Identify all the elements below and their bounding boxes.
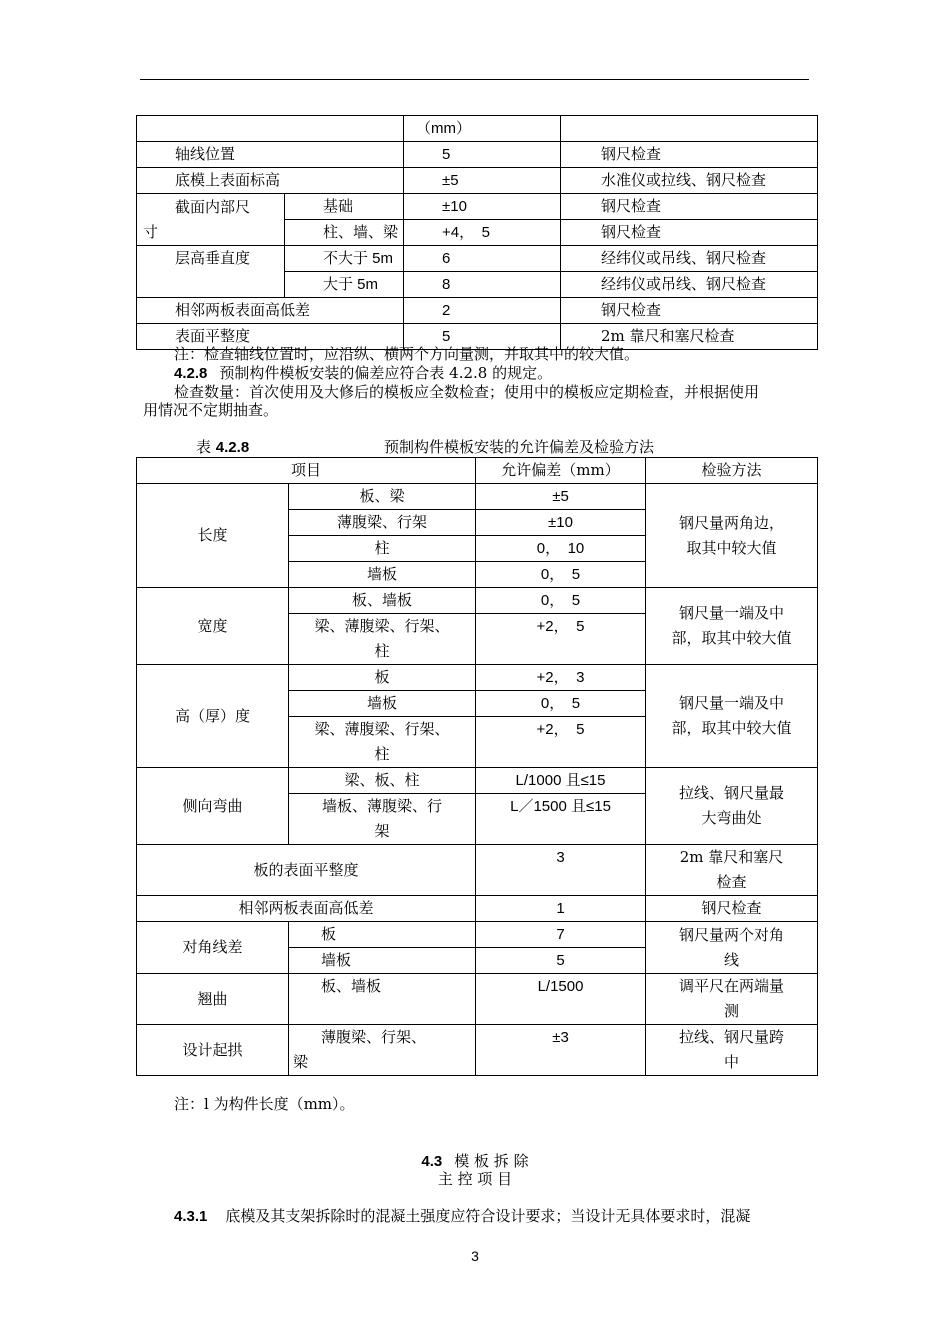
table-4-2-7-continued — [136, 115, 818, 350]
table-row: 梁、薄腹梁、行架、 柱 +2， 5 — [137, 614, 818, 665]
table-row: 侧向弯曲 梁、板、柱 L/1000 且≤15 拉线、钢尺量最 大弯曲处 — [137, 768, 818, 794]
table-4-2-8 — [136, 457, 818, 1076]
table-row: 翘曲 板、墙板 L/1500 调平尺在两端量 测 — [137, 974, 818, 1025]
table-row: 表面平整度 5 2m 靠尺和塞尺检查 — [137, 324, 818, 350]
table-row: 对角线差 板 7 钢尺量两个对角 线 — [137, 922, 818, 948]
table-row: 相邻两板表面高低差 1 钢尺检查 — [137, 896, 818, 922]
table-row: 长度 板、梁 ±5 钢尺量两角边， 取其中较大值 — [137, 484, 818, 510]
table-row: 墙板 5 — [137, 948, 818, 974]
table-title: 预制构件模板安装的允许偏差及检验方法 — [384, 438, 655, 456]
note-axis-position: 注：检查轴线位置时，应沿纵、横两个方向量测，并取其中的较大值。 — [174, 345, 640, 363]
table-row: 截面内部尺 寸 基础 ±10 钢尺检查 — [137, 194, 818, 220]
note-member-length: 注：l 为构件长度（mm）。 — [174, 1095, 355, 1113]
table-row: 设计起拱 薄腹梁、行架、 梁 ±3 拉线、钢尺量跨 中 — [137, 1025, 818, 1076]
table-row: 柱、墙、梁 +4， 5 钢尺检查 — [137, 220, 818, 246]
table-row: 底模上表面标高 ±5 水准仪或拉线、钢尺检查 — [137, 168, 818, 194]
page-number: 3 — [471, 1248, 479, 1264]
header-unit: （mm） — [404, 116, 561, 142]
table-row: 柱 0， 10 — [137, 536, 818, 562]
check-quantity-line-1: 检查数量：首次使用及大修后的模板应全数检查；使用中的模板应定期检查，并根据使用 — [174, 383, 760, 401]
table-row: 墙板 0， 5 — [137, 562, 818, 588]
table-row: 轴线位置 5 钢尺检查 — [137, 142, 818, 168]
table-row: 墙板 0， 5 — [137, 691, 818, 717]
table-row: 板的表面平整度 3 2m 靠尺和塞尺 检查 — [137, 845, 818, 896]
section-heading: 4.3 模 板 拆 除 — [421, 1152, 529, 1170]
table-row: 层高垂直度 不大于 5m 6 经纬仪或吊线、钢尺检查 — [137, 246, 818, 272]
table-row: 薄腹梁、行架 ±10 — [137, 510, 818, 536]
table-row: 墙板、薄腹梁、行 架 L／1500 且≤15 — [137, 794, 818, 845]
table-row: 宽度 板、墙板 0， 5 钢尺量一端及中 部，取其中较大值 — [137, 588, 818, 614]
check-quantity-line-2: 用情况不定期抽查。 — [143, 401, 279, 419]
table-row — [137, 116, 818, 142]
header-rule — [140, 79, 809, 80]
table-row: 大于 5m 8 经纬仪或吊线、钢尺检查 — [137, 272, 818, 298]
table-header-row: 项目 允许偏差（mm） 检验方法 — [137, 458, 818, 484]
clause-4-3-1: 4.3.1 底模及其支架拆除时的混凝土强度应符合设计要求；当设计无具体要求时，混凝 — [174, 1207, 751, 1225]
table-row: 高（厚）度 板 +2， 3 钢尺量一端及中 部，取其中较大值 — [137, 665, 818, 691]
table-row: 梁、薄腹梁、行架、 柱 +2， 5 — [137, 717, 818, 768]
table-caption: 表 4.2.8 — [196, 438, 250, 456]
table-row: 相邻两板表面高低差 2 钢尺检查 — [137, 298, 818, 324]
clause-4-2-8: 4.2.8 预制构件模板安装的偏差应符合表 4.2.8 的规定。 — [174, 364, 553, 382]
section-subheading: 主 控 项 目 — [437, 1170, 513, 1188]
